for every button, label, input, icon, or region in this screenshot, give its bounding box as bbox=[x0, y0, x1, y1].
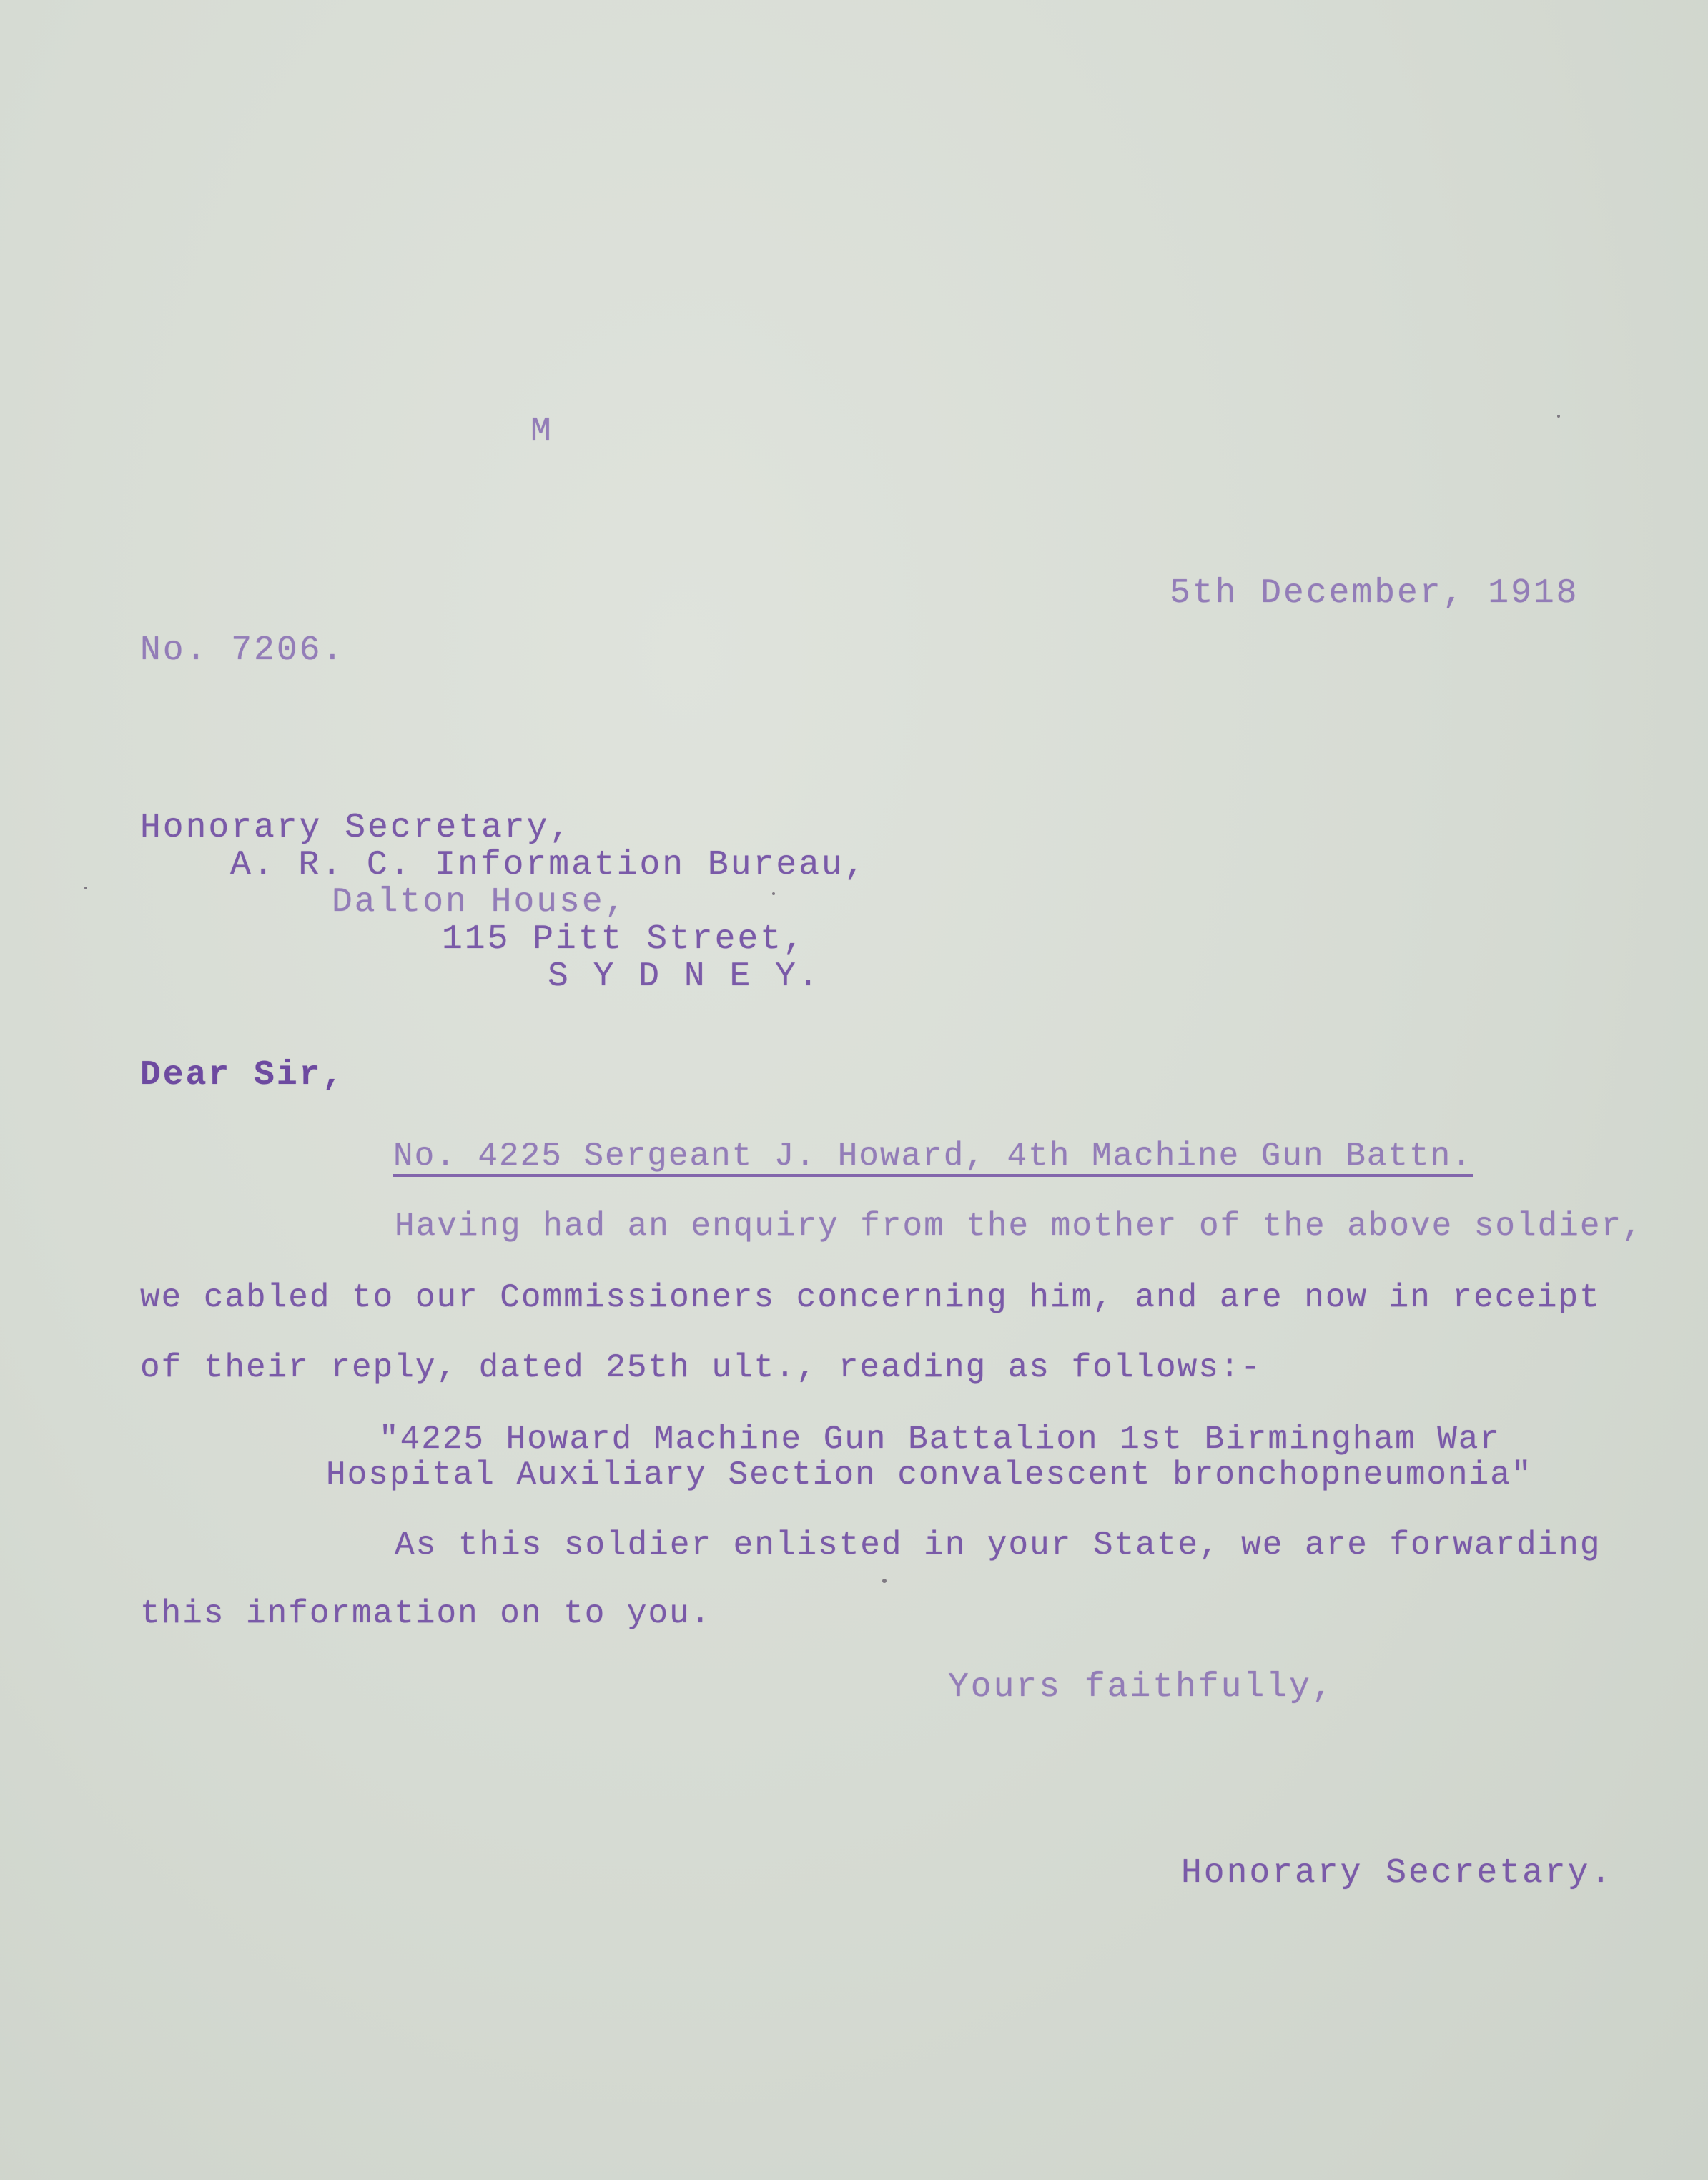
addressee-title: Honorary Secretary, bbox=[140, 809, 573, 847]
paper-speck bbox=[882, 1579, 887, 1583]
addressee-building: Dalton House, bbox=[332, 883, 628, 922]
cable-quote-line-1: "4225 Howard Machine Gun Battalion 1st Birmingham War bbox=[379, 1421, 1501, 1458]
body-paragraph-1-line-1: Having had an enquiry from the mother of the above soldier, bbox=[395, 1208, 1644, 1245]
body-paragraph-1-line-3: of their reply, dated 25th ult., reading as follows:- bbox=[140, 1349, 1263, 1386]
addressee-organisation: A. R. C. Information Bureau, bbox=[230, 846, 867, 884]
signature-title: Honorary Secretary. bbox=[1181, 1854, 1614, 1893]
addressee-city: S Y D N E Y. bbox=[548, 957, 821, 996]
body-paragraph-2-line-2: this information on to you. bbox=[140, 1595, 712, 1632]
cable-quote-line-2: Hospital Auxiliary Section convalescent bronchopneumonia" bbox=[326, 1456, 1533, 1494]
salutation: Dear Sir, bbox=[140, 1056, 345, 1095]
reference-number: No. 7206. bbox=[140, 631, 345, 670]
closing: Yours faithfully, bbox=[948, 1668, 1335, 1707]
paper-speck bbox=[84, 887, 87, 889]
body-paragraph-2-line-1: As this soldier enlisted in your State, we are forwarding bbox=[395, 1527, 1601, 1564]
file-initial: M bbox=[530, 413, 553, 451]
letter-date: 5th December, 1918 bbox=[1170, 574, 1579, 613]
paper-speck bbox=[772, 892, 775, 895]
body-paragraph-1-line-2: we cabled to our Commissioners concerning him, and are now in receipt bbox=[140, 1279, 1601, 1316]
paper-speck bbox=[1557, 415, 1560, 418]
addressee-street: 115 Pitt Street, bbox=[442, 920, 806, 959]
subject-line: No. 4225 Sergeant J. Howard, 4th Machine Gun Battn. bbox=[393, 1140, 1473, 1177]
